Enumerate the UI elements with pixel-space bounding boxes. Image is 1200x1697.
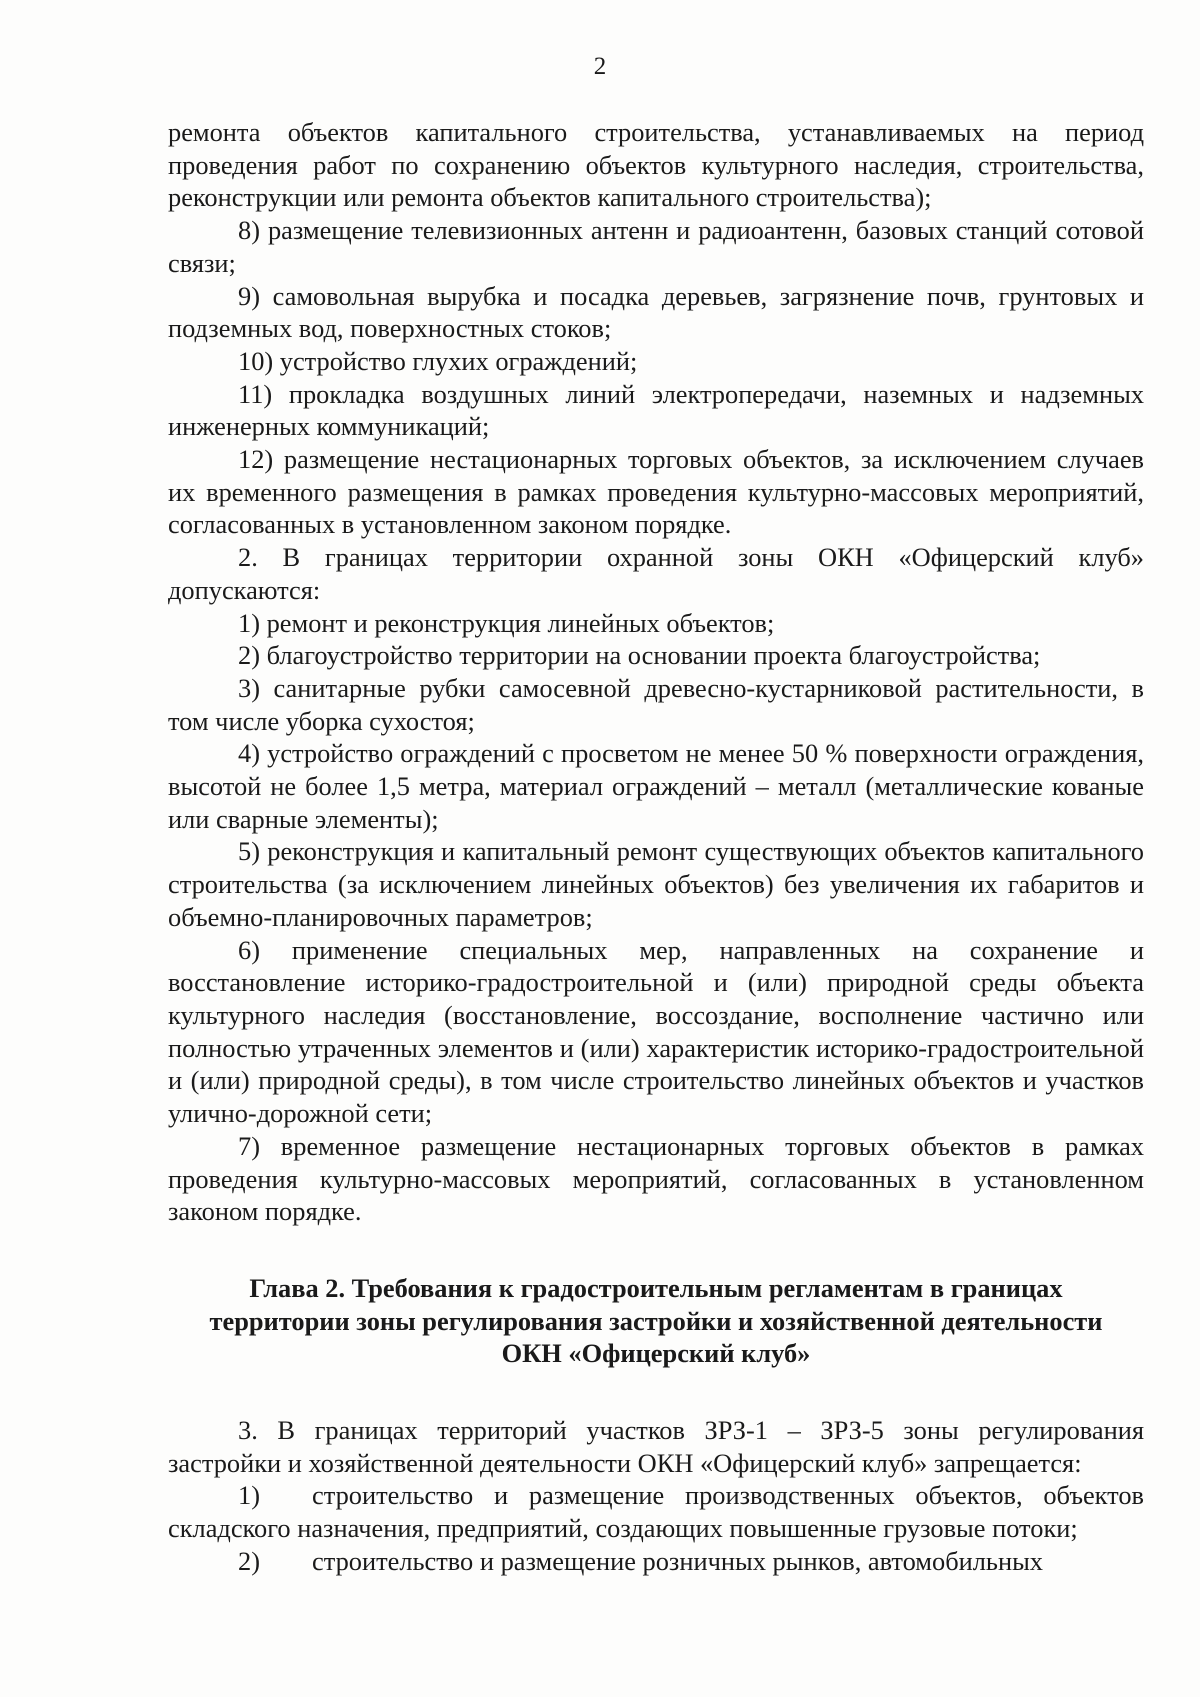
- list-item-10: 10) устройство глухих ограждений;: [238, 345, 638, 376]
- permitted-item-2: 2) благоустройство территории на основании проекта благоустройства;: [238, 640, 1041, 671]
- prohibited-item-1: [168, 1479, 1144, 1544]
- permitted-item-3: 3) санитарные рубки самосевной древесно-кустарниковой растительности, в том числе уборка сухостоя;: [168, 672, 1144, 736]
- permitted-item-7: 7) временное размещение нестационарных торговых объектов в рамках проведения культурно-массовых мероприятий, согласованных в установленном законом порядке.: [168, 1130, 1144, 1227]
- list-item-11: 11) прокладка воздушных линий электропередачи, наземных и надземных инженерных коммуникаций;: [168, 378, 1144, 442]
- page-number: 2: [593, 53, 607, 80]
- chapter-heading-line-2: территории зоны регулирования застройки и хозяйственной деятельности: [209, 1305, 1103, 1336]
- chapter-heading-line-1: Глава 2. Требования к градостроительным регламентам в границах: [249, 1272, 1063, 1303]
- prohibited-item-2-number: 2): [238, 1545, 260, 1576]
- paragraph-continuation: ремонта объектов капитального строительства, устанавливаемых на период проведения работ по сохранению объектов культурного наследия, строительства, реконструкции или ремонта объектов капитального строительства);: [168, 117, 1144, 213]
- list-item-9: 9) самовольная вырубка и посадка деревьев, загрязнение почв, грунтовых и подземных вод, поверхностных стоков;: [168, 280, 1144, 344]
- list-item-12: 12) размещение нестационарных торговых объектов, за исключением случаев их временного размещения в рамках проведения культурно-массовых мероприятий, согласованных в установленном законом порядке.: [168, 444, 1144, 540]
- list-item-8: 8) размещение телевизионных антенн и радиоантенн, базовых станций сотовой связи;: [168, 215, 1144, 278]
- document-body: [168, 116, 1144, 1578]
- permitted-item-4: 4) устройство ограждений с просветом не менее 50 % поверхности ограждения, высотой не более 1,5 метра, материал ограждений – металл (металлические кованые или сварные элементы);: [168, 738, 1144, 834]
- chapter-heading: [168, 1272, 1144, 1370]
- clause-3: 3. В границах территорий участков ЗРЗ-1 – ЗРЗ-5 зоны регулирования застройки и хозяйственной деятельности ОКН «Офицерский клуб» запрещается:: [168, 1415, 1144, 1478]
- permitted-item-6: 6) применение специальных мер, направленных на сохранение и восстановление историко-градостроительной и (или) природной среды объекта культурного наследия (восстановление, воссоздание, восполнение частично или полностью утраченных элементов и (или) характеристик историко-градостроительной и (или) природной среды), в том числе строительство линейных объектов и участков улично-дорожной сети;: [168, 934, 1144, 1129]
- permitted-item-1: 1) ремонт и реконструкция линейных объектов;: [238, 607, 775, 638]
- clause-2: 2. В границах территории охранной зоны ОКН «Офицерский клуб» допускаются:: [168, 542, 1144, 605]
- prohibited-item-1-text: строительство и размещение производственных объектов, объектов складского назначения, предприятий, создающих повышенные грузовые потоки;: [168, 1480, 1144, 1544]
- permitted-item-5: 5) реконструкция и капитальный ремонт существующих объектов капитального строительства (за исключением линейных объектов) без увеличения их габаритов и объемно-планировочных параметров;: [168, 836, 1144, 932]
- chapter-heading-line-3: ОКН «Офицерский клуб»: [501, 1338, 811, 1369]
- prohibited-item-2-text: строительство и размещение розничных рынков, автомобильных: [312, 1545, 1043, 1576]
- prohibited-item-1-number: 1): [238, 1480, 260, 1511]
- prohibited-item-2: [168, 1545, 1144, 1578]
